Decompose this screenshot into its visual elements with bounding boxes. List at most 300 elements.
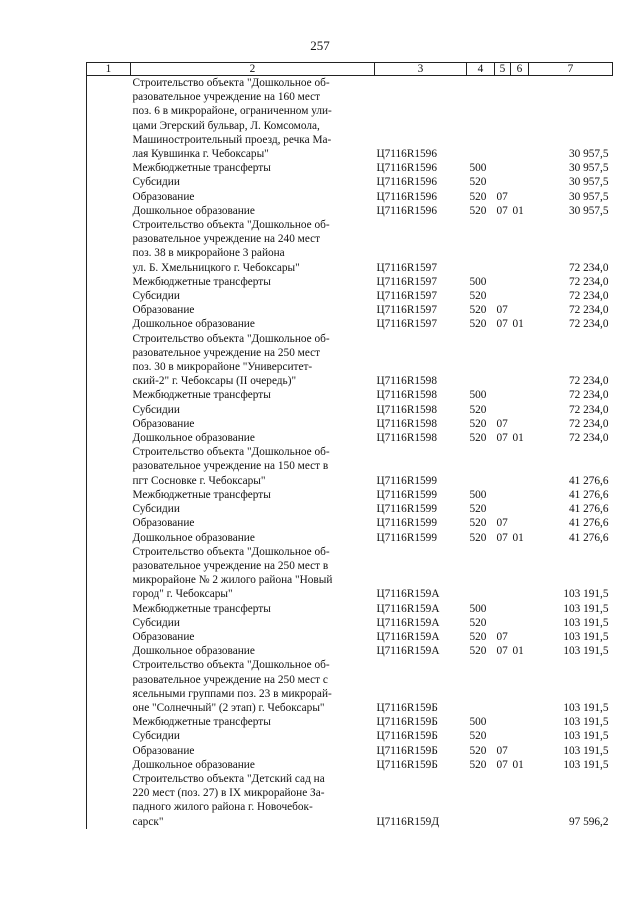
cell-sum: 72 234,0 xyxy=(568,290,609,303)
cell-col-1 xyxy=(87,531,131,545)
cell-subsection xyxy=(511,772,529,829)
name-line: Субсидии xyxy=(132,616,180,629)
cell-code: Ц7116R1599 xyxy=(376,488,437,501)
cell-name xyxy=(131,332,375,389)
name-line: микрорайоне № 2 жилого района "Новый xyxy=(132,574,333,587)
cell-col-1 xyxy=(87,658,131,715)
name-line: Строительство объекта "Дошкольное об- xyxy=(132,332,330,345)
cell-subsection xyxy=(511,715,529,729)
cell-code: Ц7116R159А xyxy=(376,616,440,629)
table-body xyxy=(87,76,613,829)
cell-code: Ц7116R159Б xyxy=(376,701,438,714)
table-row xyxy=(87,729,613,743)
cell-sum: 72 234,0 xyxy=(568,417,609,430)
cell-expense-type xyxy=(467,658,495,715)
table-row xyxy=(87,76,613,162)
cell-section xyxy=(495,332,511,389)
cell-sum: 103 191,5 xyxy=(563,630,609,643)
cell-section xyxy=(495,772,511,829)
table-row xyxy=(87,317,613,331)
cell-expense-type: 520 xyxy=(469,503,487,516)
cell-expense-type xyxy=(467,76,495,162)
table-row xyxy=(87,445,613,488)
cell-col-1 xyxy=(87,417,131,431)
table-row xyxy=(87,488,613,502)
cell-section xyxy=(495,388,511,402)
table-row xyxy=(87,516,613,530)
name-line: Межбюджетные трансферты xyxy=(132,602,271,615)
name-line: сарск" xyxy=(132,815,164,828)
cell-code: Ц7116R1598 xyxy=(376,375,437,388)
cell-col-1 xyxy=(87,332,131,389)
cell-subsection xyxy=(511,289,529,303)
name-line: Субсидии xyxy=(132,730,180,743)
cell-expense-type: 500 xyxy=(469,716,487,729)
cell-expense-type: 520 xyxy=(469,176,487,189)
cell-section xyxy=(495,545,511,602)
cell-expense-type: 520 xyxy=(469,417,487,430)
cell-section xyxy=(495,218,511,275)
cell-sum: 72 234,0 xyxy=(568,261,609,274)
cell-expense-type: 520 xyxy=(469,190,487,203)
table-row xyxy=(87,658,613,715)
name-line: Межбюджетные трансферты xyxy=(132,389,271,402)
cell-sum: 97 596,2 xyxy=(568,815,609,828)
cell-col-1 xyxy=(87,161,131,175)
cell-sum: 103 191,5 xyxy=(563,744,609,757)
name-line: Субсидии xyxy=(132,403,180,416)
name-line: поз. 6 в микрорайоне, ограниченном ули- xyxy=(132,105,332,118)
name-line: Субсидии xyxy=(132,503,180,516)
cell-section: 07 xyxy=(496,204,508,217)
cell-section xyxy=(495,602,511,616)
name-line: пгт Сосновке г. Чебоксары" xyxy=(132,474,266,487)
cell-sum: 41 276,6 xyxy=(568,517,609,530)
cell-section xyxy=(495,715,511,729)
cell-sum: 30 957,5 xyxy=(568,190,609,203)
cell-expense-type xyxy=(467,332,495,389)
cell-sum: 103 191,5 xyxy=(563,645,609,658)
cell-subsection xyxy=(511,616,529,630)
name-line: Дошкольное образование xyxy=(132,531,255,544)
table-row xyxy=(87,630,613,644)
cell-code: Ц7116R1599 xyxy=(376,503,437,516)
cell-name xyxy=(131,772,375,829)
cell-name xyxy=(131,715,375,729)
column-header: 1 xyxy=(87,63,131,76)
table-row xyxy=(87,744,613,758)
table-header-row xyxy=(87,63,613,76)
name-line: Дошкольное образование xyxy=(132,758,255,771)
cell-section: 07 xyxy=(496,318,508,331)
cell-section xyxy=(495,502,511,516)
table-row xyxy=(87,275,613,289)
cell-name xyxy=(131,531,375,545)
cell-sum: 72 234,0 xyxy=(568,389,609,402)
name-line: Межбюджетные трансферты xyxy=(132,488,271,501)
cell-col-1 xyxy=(87,303,131,317)
cell-sum: 103 191,5 xyxy=(563,588,609,601)
cell-subsection xyxy=(511,602,529,616)
cell-subsection xyxy=(511,175,529,189)
cell-expense-type xyxy=(467,772,495,829)
cell-subsection: 01 xyxy=(512,531,524,544)
cell-subsection: 01 xyxy=(512,432,524,445)
cell-col-1 xyxy=(87,275,131,289)
name-line: ясельными группами поз. 23 в микрорай- xyxy=(132,687,332,700)
cell-expense-type: 520 xyxy=(469,432,487,445)
cell-subsection: 01 xyxy=(512,318,524,331)
cell-col-1 xyxy=(87,630,131,644)
column-header: 3 xyxy=(375,63,467,76)
cell-name xyxy=(131,76,375,162)
cell-subsection xyxy=(511,332,529,389)
cell-col-1 xyxy=(87,445,131,488)
name-line: город" г. Чебоксары" xyxy=(132,588,233,601)
cell-subsection xyxy=(511,76,529,162)
cell-section: 07 xyxy=(496,304,508,317)
name-line: ул. Б. Хмельницкого г. Чебоксары" xyxy=(132,261,300,274)
table-row xyxy=(87,403,613,417)
cell-sum: 72 234,0 xyxy=(568,275,609,288)
cell-expense-type: 520 xyxy=(469,204,487,217)
table-row xyxy=(87,218,613,275)
cell-subsection xyxy=(511,744,529,758)
cell-subsection: 01 xyxy=(512,645,524,658)
cell-sum: 103 191,5 xyxy=(563,758,609,771)
cell-sum: 103 191,5 xyxy=(563,616,609,629)
cell-col-1 xyxy=(87,729,131,743)
cell-expense-type: 520 xyxy=(469,645,487,658)
cell-subsection xyxy=(511,303,529,317)
name-line: 220 мест (поз. 27) в IX микрорайоне За- xyxy=(132,787,325,800)
cell-name xyxy=(131,488,375,502)
cell-sum: 41 276,6 xyxy=(568,531,609,544)
name-line: Дошкольное образование xyxy=(132,204,255,217)
cell-sum: 30 957,5 xyxy=(568,204,609,217)
cell-name xyxy=(131,403,375,417)
cell-expense-type: 520 xyxy=(469,531,487,544)
cell-expense-type: 520 xyxy=(469,403,487,416)
cell-code: Ц7116R159Д xyxy=(376,815,440,828)
column-header: 2 xyxy=(131,63,375,76)
cell-subsection: 01 xyxy=(512,758,524,771)
cell-col-1 xyxy=(87,616,131,630)
name-line: Строительство объекта "Дошкольное об- xyxy=(132,659,330,672)
table-row xyxy=(87,161,613,175)
name-line: Дошкольное образование xyxy=(132,432,255,445)
cell-name xyxy=(131,190,375,204)
cell-code: Ц7116R1596 xyxy=(376,190,437,203)
cell-name xyxy=(131,161,375,175)
name-line: Образование xyxy=(132,417,195,430)
name-line: разовательное учреждение на 250 мест в xyxy=(132,559,329,572)
cell-section xyxy=(495,289,511,303)
cell-expense-type xyxy=(467,445,495,488)
cell-section: 07 xyxy=(496,190,508,203)
cell-code: Ц7116R159Б xyxy=(376,716,438,729)
cell-section xyxy=(495,76,511,162)
table-row xyxy=(87,602,613,616)
column-header: 4 xyxy=(467,63,495,76)
cell-code: Ц7116R1596 xyxy=(376,148,437,161)
name-line: Строительство объекта "Дошкольное об- xyxy=(132,219,330,232)
table-row xyxy=(87,303,613,317)
cell-expense-type: 520 xyxy=(469,290,487,303)
cell-code: Ц7116R1599 xyxy=(376,517,437,530)
cell-section xyxy=(495,445,511,488)
cell-expense-type: 520 xyxy=(469,630,487,643)
name-line: Дошкольное образование xyxy=(132,645,255,658)
cell-col-1 xyxy=(87,204,131,218)
cell-expense-type: 520 xyxy=(469,304,487,317)
name-line: разовательное учреждение на 250 мест xyxy=(132,346,321,359)
cell-subsection xyxy=(511,658,529,715)
cell-expense-type: 500 xyxy=(469,162,487,175)
cell-expense-type: 500 xyxy=(469,389,487,402)
name-line: Образование xyxy=(132,517,195,530)
cell-subsection xyxy=(511,502,529,516)
cell-sum: 103 191,5 xyxy=(563,602,609,615)
cell-name xyxy=(131,218,375,275)
cell-col-1 xyxy=(87,431,131,445)
name-line: Дошкольное образование xyxy=(132,318,255,331)
table-row xyxy=(87,388,613,402)
cell-subsection xyxy=(511,630,529,644)
cell-section: 07 xyxy=(496,758,508,771)
cell-expense-type xyxy=(467,545,495,602)
cell-section: 07 xyxy=(496,630,508,643)
name-line: Строительство объекта "Детский сад на xyxy=(132,772,325,785)
cell-col-1 xyxy=(87,644,131,658)
table-row xyxy=(87,616,613,630)
cell-subsection xyxy=(511,218,529,275)
cell-col-1 xyxy=(87,175,131,189)
table-row xyxy=(87,431,613,445)
table-row xyxy=(87,772,613,829)
table-row xyxy=(87,417,613,431)
cell-name xyxy=(131,431,375,445)
cell-expense-type: 520 xyxy=(469,318,487,331)
cell-expense-type: 520 xyxy=(469,744,487,757)
cell-subsection xyxy=(511,275,529,289)
table-row xyxy=(87,204,613,218)
cell-section: 07 xyxy=(496,432,508,445)
name-line: разовательное учреждение на 150 мест в xyxy=(132,460,329,473)
name-line: разовательное учреждение на 250 мест с xyxy=(132,673,328,686)
cell-section xyxy=(495,616,511,630)
cell-section: 07 xyxy=(496,531,508,544)
cell-sum: 41 276,6 xyxy=(568,474,609,487)
cell-subsection xyxy=(511,729,529,743)
cell-name xyxy=(131,516,375,530)
cell-name xyxy=(131,204,375,218)
table-row xyxy=(87,289,613,303)
table-row xyxy=(87,502,613,516)
cell-section: 07 xyxy=(496,517,508,530)
cell-subsection xyxy=(511,161,529,175)
name-line: Субсидии xyxy=(132,176,180,189)
cell-sum: 103 191,5 xyxy=(563,730,609,743)
cell-subsection xyxy=(511,388,529,402)
cell-code: Ц7116R1598 xyxy=(376,432,437,445)
cell-section xyxy=(495,161,511,175)
cell-sum: 72 234,0 xyxy=(568,318,609,331)
name-line: Строительство объекта "Дошкольное об- xyxy=(132,77,330,89)
cell-col-1 xyxy=(87,545,131,602)
cell-subsection xyxy=(511,403,529,417)
cell-code: Ц7116R1596 xyxy=(376,204,437,217)
name-line: Образование xyxy=(132,744,195,757)
name-line: разовательное учреждение на 160 мест xyxy=(132,91,321,104)
cell-expense-type: 520 xyxy=(469,616,487,629)
cell-name xyxy=(131,175,375,189)
cell-code: Ц7116R1599 xyxy=(376,531,437,544)
cell-subsection: 01 xyxy=(512,204,524,217)
cell-name xyxy=(131,388,375,402)
cell-expense-type: 500 xyxy=(469,275,487,288)
cell-code: Ц7116R159А xyxy=(376,630,440,643)
cell-name xyxy=(131,417,375,431)
name-line: оне "Солнечный" (2 этап) г. Чебоксары" xyxy=(132,701,325,714)
cell-section: 07 xyxy=(496,645,508,658)
cell-name xyxy=(131,744,375,758)
table-row xyxy=(87,531,613,545)
cell-name xyxy=(131,729,375,743)
name-line: Межбюджетные трансферты xyxy=(132,162,271,175)
table-row xyxy=(87,715,613,729)
cell-name xyxy=(131,303,375,317)
cell-name xyxy=(131,616,375,630)
cell-sum: 30 957,5 xyxy=(568,176,609,189)
name-line: цами Эгерский бульвар, Л. Комсомола, xyxy=(132,119,320,132)
cell-name xyxy=(131,275,375,289)
budget-table xyxy=(86,62,613,829)
cell-sum: 103 191,5 xyxy=(563,716,609,729)
cell-section: 07 xyxy=(496,744,508,757)
cell-section xyxy=(495,403,511,417)
cell-col-1 xyxy=(87,218,131,275)
cell-expense-type: 520 xyxy=(469,730,487,743)
cell-code: Ц7116R1598 xyxy=(376,417,437,430)
table-row xyxy=(87,190,613,204)
cell-name xyxy=(131,658,375,715)
table-row xyxy=(87,332,613,389)
name-line: Образование xyxy=(132,304,195,317)
cell-col-1 xyxy=(87,190,131,204)
cell-col-1 xyxy=(87,317,131,331)
name-line: лая Кувшинка г. Чебоксары" xyxy=(132,148,269,161)
name-line: поз. 30 в микрорайоне "Университет- xyxy=(132,361,313,374)
name-line: падного жилого района г. Новочебок- xyxy=(132,801,313,814)
cell-subsection xyxy=(511,545,529,602)
column-header: 6 xyxy=(511,63,529,76)
cell-expense-type: 500 xyxy=(469,488,487,501)
cell-sum: 41 276,6 xyxy=(568,503,609,516)
cell-expense-type xyxy=(467,218,495,275)
cell-subsection xyxy=(511,516,529,530)
cell-code: Ц7116R1597 xyxy=(376,304,437,317)
cell-subsection xyxy=(511,417,529,431)
cell-subsection xyxy=(511,190,529,204)
cell-col-1 xyxy=(87,388,131,402)
cell-name xyxy=(131,545,375,602)
cell-sum: 72 234,0 xyxy=(568,403,609,416)
cell-name xyxy=(131,602,375,616)
cell-code: Ц7116R159А xyxy=(376,645,440,658)
cell-code: Ц7116R1596 xyxy=(376,176,437,189)
cell-code: Ц7116R1597 xyxy=(376,290,437,303)
cell-code: Ц7116R159Б xyxy=(376,730,438,743)
cell-name xyxy=(131,445,375,488)
cell-code: Ц7116R159А xyxy=(376,588,440,601)
cell-code: Ц7116R1596 xyxy=(376,162,437,175)
name-line: Межбюджетные трансферты xyxy=(132,716,271,729)
cell-name xyxy=(131,644,375,658)
cell-subsection xyxy=(511,488,529,502)
cell-expense-type: 500 xyxy=(469,602,487,615)
cell-code: Ц7116R1599 xyxy=(376,474,437,487)
cell-code: Ц7116R1598 xyxy=(376,403,437,416)
cell-name xyxy=(131,289,375,303)
cell-sum: 30 957,5 xyxy=(568,148,609,161)
cell-col-1 xyxy=(87,488,131,502)
cell-sum: 72 234,0 xyxy=(568,304,609,317)
page-number: 257 xyxy=(310,38,330,53)
cell-section: 07 xyxy=(496,417,508,430)
name-line: Строительство объекта "Дошкольное об- xyxy=(132,446,330,459)
name-line: Субсидии xyxy=(132,290,180,303)
table-row xyxy=(87,545,613,602)
cell-sum: 41 276,6 xyxy=(568,488,609,501)
cell-col-1 xyxy=(87,602,131,616)
cell-sum: 72 234,0 xyxy=(568,375,609,388)
name-line: Машиностроительный проезд, речка Ма- xyxy=(132,133,332,146)
cell-col-1 xyxy=(87,76,131,162)
cell-section xyxy=(495,658,511,715)
cell-sum: 72 234,0 xyxy=(568,432,609,445)
cell-section xyxy=(495,275,511,289)
name-line: Строительство объекта "Дошкольное об- xyxy=(132,545,330,558)
cell-col-1 xyxy=(87,289,131,303)
cell-code: Ц7116R1598 xyxy=(376,389,437,402)
cell-col-1 xyxy=(87,516,131,530)
name-line: разовательное учреждение на 240 мест xyxy=(132,233,321,246)
name-line: Образование xyxy=(132,190,195,203)
name-line: Межбюджетные трансферты xyxy=(132,275,271,288)
column-header: 5 xyxy=(495,63,511,76)
cell-sum: 103 191,5 xyxy=(563,701,609,714)
cell-section xyxy=(495,175,511,189)
cell-code: Ц7116R159А xyxy=(376,602,440,615)
cell-section xyxy=(495,729,511,743)
cell-code: Ц7116R1597 xyxy=(376,318,437,331)
cell-name xyxy=(131,630,375,644)
cell-code: Ц7116R1597 xyxy=(376,275,437,288)
cell-code: Ц7116R1597 xyxy=(376,261,437,274)
table-row xyxy=(87,644,613,658)
cell-expense-type: 520 xyxy=(469,758,487,771)
cell-name xyxy=(131,758,375,772)
cell-expense-type: 520 xyxy=(469,517,487,530)
cell-name xyxy=(131,502,375,516)
cell-subsection xyxy=(511,445,529,488)
cell-col-1 xyxy=(87,715,131,729)
cell-code: Ц7116R159Б xyxy=(376,744,438,757)
cell-sum: 30 957,5 xyxy=(568,162,609,175)
cell-col-1 xyxy=(87,502,131,516)
cell-section xyxy=(495,488,511,502)
